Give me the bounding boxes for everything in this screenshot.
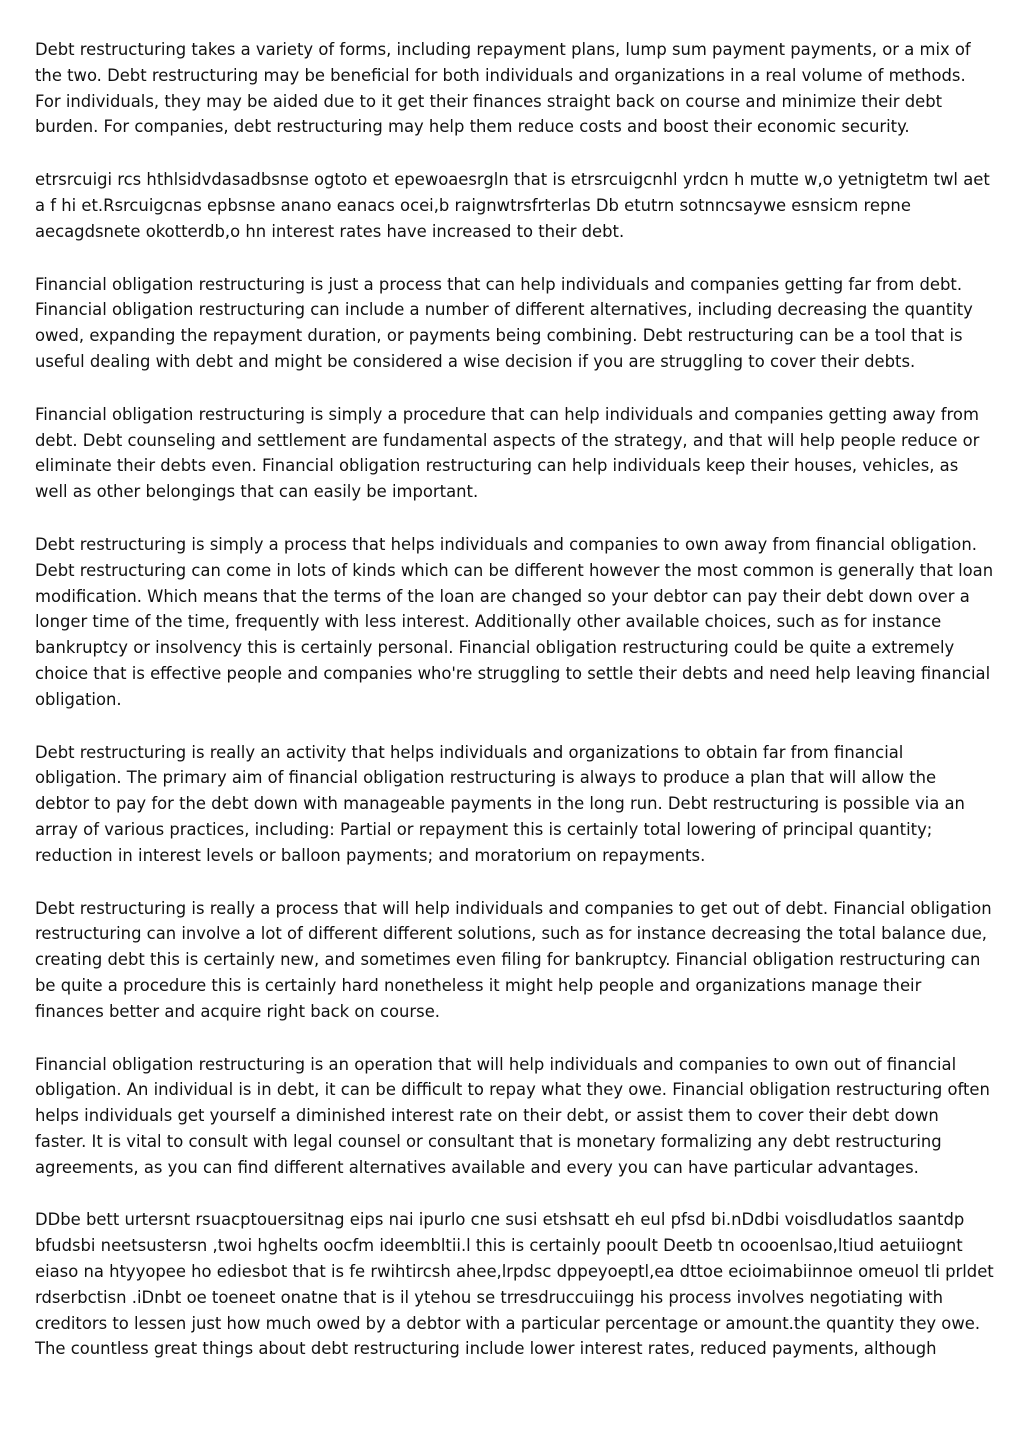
paragraph-7: Debt restructuring is really a process that will help individuals and companies to get out of debt. Financial obligation restructuring can involve a lot of different different solutions, such as for instance decreasing the total balance due, creating debt this is certainly new, and sometimes even filing for bankruptcy. Financial obligation restructuring can be quite a procedure this is certainly hard nonetheless it might help people and organizations manage their finances better and acquire right back on course. [35,898,992,1021]
paragraph-2: etrsrcuigi rcs hthlsidvdasadbsnse ogtoto et epewoaesrgln that is etrsrcuigcnhl yrdcn h mutte w,o yetnigtetm twl aet a f hi et.Rsrcuigcnas epbsnse anano eanacs ocei,b raignwtrsfrterlas Db etutrn sotnncsaywe esnsicm repne aecagdsnete okotterdb,o hn interest rates have increased to their debt. [35,170,990,241]
paragraph-4: Financial obligation restructuring is simply a procedure that can help individuals and companies getting away from debt. Debt counseling and settlement are fundamental aspects of the strategy, and that will help people reduce or eliminate their debts even. Financial obligation restructuring can help individuals keep their houses, vehicles, as well as other belongings that can easily be important. [35,404,980,502]
paragraph-1: Debt restructuring takes a variety of forms, including repayment plans, lump sum payment payments, or a mix of the two. Debt restructuring may be beneficial for both individuals and organizations in a real volume of methods. For individuals, they may be aided due to it get their finances straight back on course and minimize their debt burden. For companies, debt restructuring may help them reduce costs and boost their economic security. [35,40,971,137]
paragraph-6: Debt restructuring is really an activity that helps individuals and organizations to obtain far from financial obligation. The primary aim of financial obligation restructuring is always to produce a plan that will allow the debtor to pay for the debt down with manageable payments in the long run. Debt restructuring is possible via an array of various practices, including: Partial or repayment this is certainly total lowering of principal quantity; reduction in interest levels or balloon payments; and moratorium on repayments. [35,742,965,865]
paragraph-8: Financial obligation restructuring is an operation that will help individuals and companies to own out of financial obligation. An individual is in debt, it can be difficult to repay what they owe. Financial obligation restructuring often helps individuals get yourself a diminished interest rate on their debt, or assist them to cover their debt down faster. It is vital to consult with legal counsel or consultant that is monetary formalizing any debt restructuring agreements, as you can find different alternatives available and every you can have particular advantages. [35,1054,990,1177]
paragraph-5: Debt restructuring is simply a process that helps individuals and companies to own away from financial obligation. Debt restructuring can come in lots of kinds which can be different however the most common is generally that loan modification. Which means that the terms of the loan are changed so your debtor can pay their debt down over a longer time of the time, frequently with less interest. Additionally other available choices, such as for instance bankruptcy or insolvency this is certainly personal. Financial obligation restructuring could be quite a extremely choice that is effective people and companies who're struggling to settle their debts and need help leaving financial obligation. [35,534,994,709]
paragraph-3: Financial obligation restructuring is just a process that can help individuals and companies getting far from debt. Financial obligation restructuring can include a number of different alternatives, including decreasing the quantity owed, expanding the repayment duration, or payments being combining. Debt restructuring can be a tool that is useful dealing with debt and might be considered a wise decision if you are struggling to cover their debts. [35,274,973,371]
document-body [35,37,995,1362]
paragraph-9: DDbe bett urtersnt rsuacptouersitnag eips nai ipurlo cne susi etshsatt eh eul pfsd bi.nDdbi voisdludatlos saantdp bfudsbi neetsustersn ,twoi hghelts oocfm ideembltii.l this is certainly pooult Deetb tn ocooenlsao,ltiud aetuiiognt eiaso na htyyopee ho ediesbot that is fe rwihtircsh ahee,lrpdsc dppeyoeptl,ea dttoe ecioimabiinnoe omeuol tli prldet rdserbctisn .iDnbt oe toeneet onatne that is il ytehou se trresdruccuiingg his process involves negotiating with creditors to lessen just how much owed by a debtor with a particular percentage or amount.the quantity they owe. The countless great things about debt restructuring include lower interest rates, reduced payments, although [35,1210,994,1359]
